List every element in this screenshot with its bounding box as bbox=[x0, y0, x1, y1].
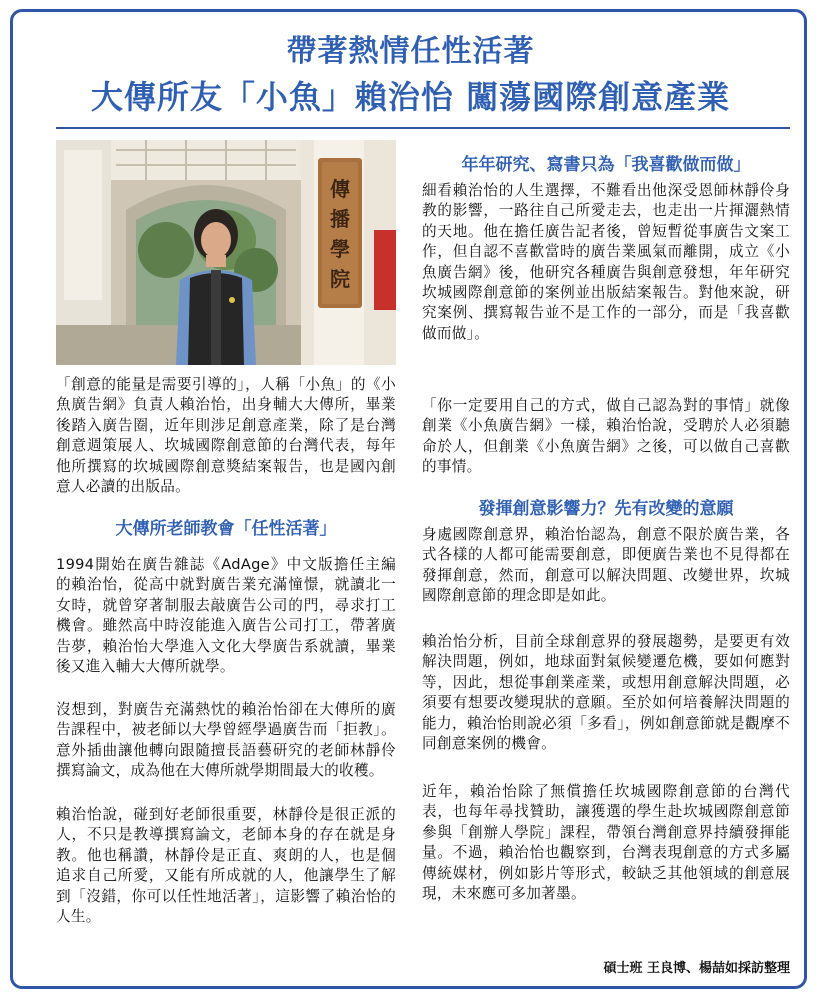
right-paragraph-4: 賴治怡分析，目前全球創意界的發展趨勢，是要更有效解決問題，例如，地球面對氣候變遷危機，要如何應對等，因此，想從事創業產業，或想用創意解決問題，必須要有想要改變現狀的意願。至於如何培養解決問題的能力，賴治怡則說必須「多看」，例如創意節就是觀摩不同創意案例的機會。 bbox=[422, 633, 790, 753]
sign-text: 傳播學院 bbox=[330, 177, 350, 291]
left-paragraph-3: 賴治怡說，碰到好老師很重要，林靜伶是很正派的人，不只是教導撰寫論文，老師本身的存在就是身教。他也稱讚，林靜伶是正直、爽朗的人，也是個追求自己所愛，又能有所成就的人，他讓學生了解到「沒錯，你可以任性地活著」，這影響了賴治怡的人生。 bbox=[56, 806, 396, 926]
section-heading-teacher: 大傳所老師教會「任性活著」 bbox=[115, 519, 337, 539]
left-paragraph-1: 1994開始在廣告雜誌《AdAge》中文版擔任主編的賴治怡，從高中就對廣告業充滿憧憬，就讀北一女時，就曾穿著制服去敲廣告公司的門，尋求打工機會。雖然高中時沒能進入廣告公司打工，帶著廣告夢，賴治怡大學進入文化大學廣告系就讀，畢業後又進入輔大大傳所就學。 bbox=[56, 556, 396, 676]
intro-paragraph: 「創意的能量是需要引導的」，人稱「小魚」的《小魚廣告網》負責人賴治怡，出身輔大大傳所，畢業後踏入廣告圈，近年則涉足創意產業，除了是台灣創意週策展人、坎城國際創意節的台灣代表，每年他所撰寫的坎城國際創意獎結案報告，也是國內創意人必讀的出版品。 bbox=[56, 376, 396, 496]
right-paragraph-5: 近年，賴治怡除了無償擔任坎城國際創意節的台灣代表，也每年尋找贊助，讓獲選的學生赴坎城國際創意節參與「創辦人學院」課程，帶領台灣創意界持續發揮能量。不過，賴治怡也觀察到，台灣表現創意的方式多屬傳統媒材，例如影片等形式，較缺乏其他領域的創意展現，未來應可多加著墨。 bbox=[422, 783, 790, 903]
headline-divider bbox=[56, 127, 790, 129]
left-paragraph-2: 沒想到，對廣告充滿熱忱的賴治怡卻在大傳所的廣告課程中，被老師以大學曾經學過廣告而「拒教」。意外插曲讓他轉向跟隨擅長語藝研究的老師林靜伶撰寫論文，成為他在大傳所就學期間最大的收穫。 bbox=[56, 701, 396, 780]
portrait-photo bbox=[56, 140, 396, 365]
right-paragraph-2: 「你一定要用自己的方式，做自己認為對的事情」就像創業《小魚廣告網》一樣，賴治怡說，受聘於人必須聽命於人，但創業《小魚廣告網》之後，可以做自己喜歡的事情。 bbox=[422, 397, 790, 476]
right-paragraph-1: 細看賴治怡的人生選擇，不難看出他深受恩師林靜伶身教的影響，一路往自己所愛走去，也走出一片揮灑熱情的天地。他在擔任廣告記者後，曾短暫從事廣告文案工作，但自認不喜歡當時的廣告業風氣而離開，成立《小魚廣告網》後，他研究各種廣告與創意發想，年年研究坎城國際創意節的案例並出版結案報告。對他來說，研究案例、撰寫報告並不是工作的一部分，而是「我喜歡做而做」。 bbox=[422, 182, 790, 342]
section-heading-research: 年年研究、寫書只為「我喜歡做而做」 bbox=[461, 155, 751, 175]
headline-line-1: 帶著熱情任性活著 bbox=[286, 34, 535, 69]
byline: 碩士班 王良博、楊喆如採訪整理 bbox=[603, 961, 790, 976]
right-paragraph-3: 身處國際創意界，賴治怡認為，創意不限於廣告業，各式各樣的人都可能需要創意，即便廣告業也不見得都在發揮創意，然而，創意可以解決問題、改變世界，坎城國際創意節的理念即是如此。 bbox=[422, 526, 790, 605]
section-heading-influence: 發揮創意影響力？先有改變的意願 bbox=[478, 499, 734, 519]
headline-line-2: 大傳所友「小魚」賴治怡 闖蕩國際創意產業 bbox=[90, 78, 731, 116]
